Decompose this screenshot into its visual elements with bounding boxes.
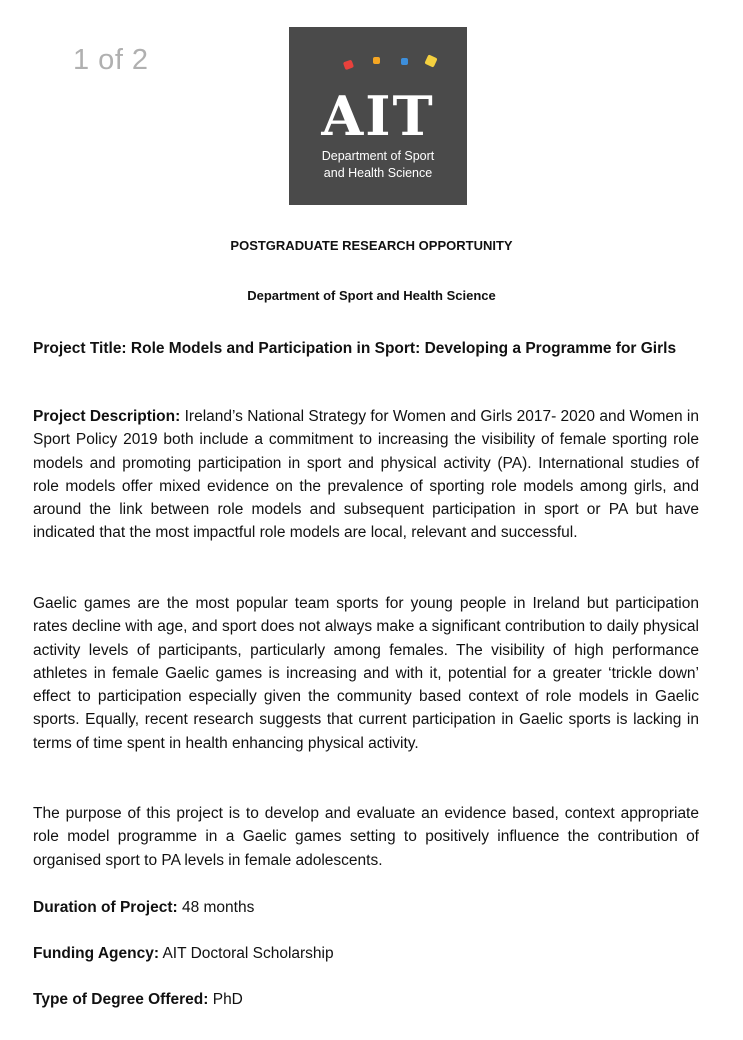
ait-logo	[289, 27, 467, 205]
description-label: Project Description:	[33, 408, 181, 425]
logo-wordmark: AIT	[321, 84, 435, 148]
paragraph-purpose: The purpose of this project is to develop and evaluate an evidence based, context appropriate role model programme in a Gaelic games setting to positively influence the contribution of organised sport to PA levels in female adolescents.	[33, 805, 699, 869]
logo-department	[289, 148, 467, 182]
opportunity-heading: POSTGRADUATE RESEARCH OPPORTUNITY	[230, 238, 513, 253]
description-text: Ireland’s National Strategy for Women and Girls 2017- 2020 and Women in Sport Policy 2019 both include a commitment to increasing the visibility of female sporting role models and promoting participation in sport and physical activity (PA). International studies of role models offer mixed evidence on the prevalence of sporting role models among girls, and around the link between role models and subsequent participation in sport or PA but have indicated that the most impactful role models are local, relevant and successful.	[33, 408, 700, 542]
logo-dept-line1: Department of Sport	[321, 149, 435, 163]
department-heading: Department of Sport and Health Science	[247, 288, 496, 303]
duration-line	[33, 896, 254, 919]
paragraph-gaelic-games: Gaelic games are the most popular team sports for young people in Ireland but participation rates decline with age, and sport does not always make a significant contribution to daily physical activity levels of participants, particularly among females. The visibility of high performance athletes in female Gaelic games is increasing and with it, potential for a greater ‘trickle down’ effect to participation especially given the community based context of role models in Gaelic sports. Equally, recent research suggests that current participation in Gaelic sports is lacking in terms of time spent in health enhancing physical activity.	[33, 595, 699, 752]
funding-label: Funding Agency:	[33, 945, 159, 962]
logo-dept-line2: and Health Science	[323, 166, 433, 180]
project-description	[33, 405, 699, 545]
degree-line	[33, 988, 243, 1011]
degree-value: PhD	[208, 991, 243, 1008]
duration-label: Duration of Project:	[33, 899, 178, 916]
degree-label: Type of Degree Offered:	[33, 991, 209, 1008]
funding-value: AIT Doctoral Scholarship	[159, 945, 334, 962]
page-indicator: 1 of 2	[73, 44, 149, 76]
project-title: Project Title: Role Models and Participation in Sport: Developing a Programme for Girls	[33, 340, 677, 357]
funding-line	[33, 942, 334, 965]
duration-value: 48 months	[177, 899, 255, 916]
